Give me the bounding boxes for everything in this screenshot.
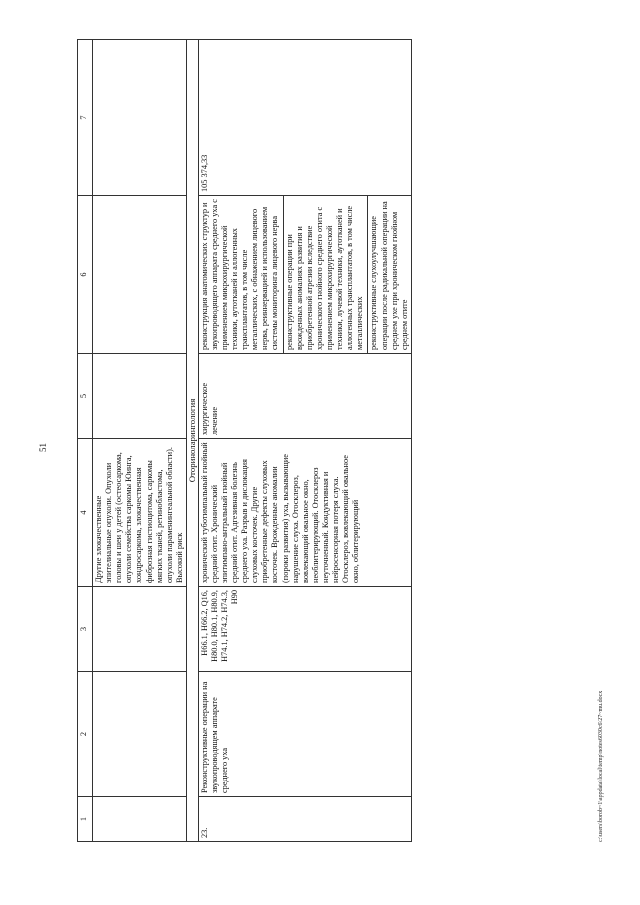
table-row [198,40,411,842]
icd-codes: H66.1, H66.2, Q16, H80.0, H80.1, H80.9, H74.1, H74.2, H74.3, H90 [198,587,411,672]
cost: 105 374,33 [198,40,411,196]
header-col-4: 4 [78,439,93,587]
header-col-5: 5 [78,354,93,439]
header-col-7: 7 [78,40,93,196]
section-row [186,40,198,842]
treatment-type: хирургическое лечение [198,354,411,439]
rotated-table-container [77,40,580,842]
footer-file-path: c:\users\borob~1\appdata\local\temp\notes6030c6\27~mu.docx [598,690,604,842]
method-item: реконструкция анатомических структур и звукопроводящего аппарата среднего уха с применением микрохирургической техники, аутотканей и аллогенных трансплантатов, в том числе металлических, с обнажением лицевого нерва, реиннервацией и использованием системы мониторинга лицевого нерва [199,199,280,350]
section-title: Оториноларингология [186,40,198,842]
header-col-3: 3 [78,587,93,672]
diagnosis: хронический туботимпальный гнойный средний отит. Хронический эпитимпано-антральный гнойный средний отит. Адгезивная болезнь среднего уха. Разрыв и дислокация слуховых косточек. Другие приобретенные дефекты слуховых косточек. Врожденные аномалии (пороки развития) уха, вызывающие нарушение слуха. Отосклероз, вовлекающий овальное окно, необлитерирующий. Отосклероз неуточненный. Кондуктивная и нейросенсорная потеря слуха. Отосклероз, вовлекающий овальное окно, облитерирующий [198,439,411,587]
treatment-methods [198,196,411,354]
procedure-table [77,39,412,842]
header-col-6: 6 [78,196,93,354]
header-col-1: 1 [78,797,93,842]
procedure-name: Реконструктивные операции на звукопроводящем аппарате среднего уха [198,672,411,797]
previous-row-text: Другие злокачественные эпителиальные опухоли. Опухоли головы и шеи у детей (остеосаркома, опухоли семейства саркомы Юинга, хондросаркома, злокачественная фиброзная гистиоцитома, саркомы мягких тканей, ретинобластома, опухоли параменингеальной области). Высокий риск [93,439,187,587]
header-col-2: 2 [78,672,93,797]
header-row [78,40,93,842]
method-item: реконструктивные операции при врожденных аномалиях развития и приобретенной атрезии вследствие хронического гнойного среднего отита с применением микрохирургической техники, лучевой техники, аутотканей и аллогенных трансплантатов, в том числе металлических [283,196,366,353]
spacer-row [93,40,187,842]
page-number: 51 [38,443,48,452]
row-number: 23. [198,797,411,842]
method-item: реконструктивные слухоулучшающие операции после радикальной операции на среднем ухе при хроническом гнойном среднем отите [367,196,409,353]
